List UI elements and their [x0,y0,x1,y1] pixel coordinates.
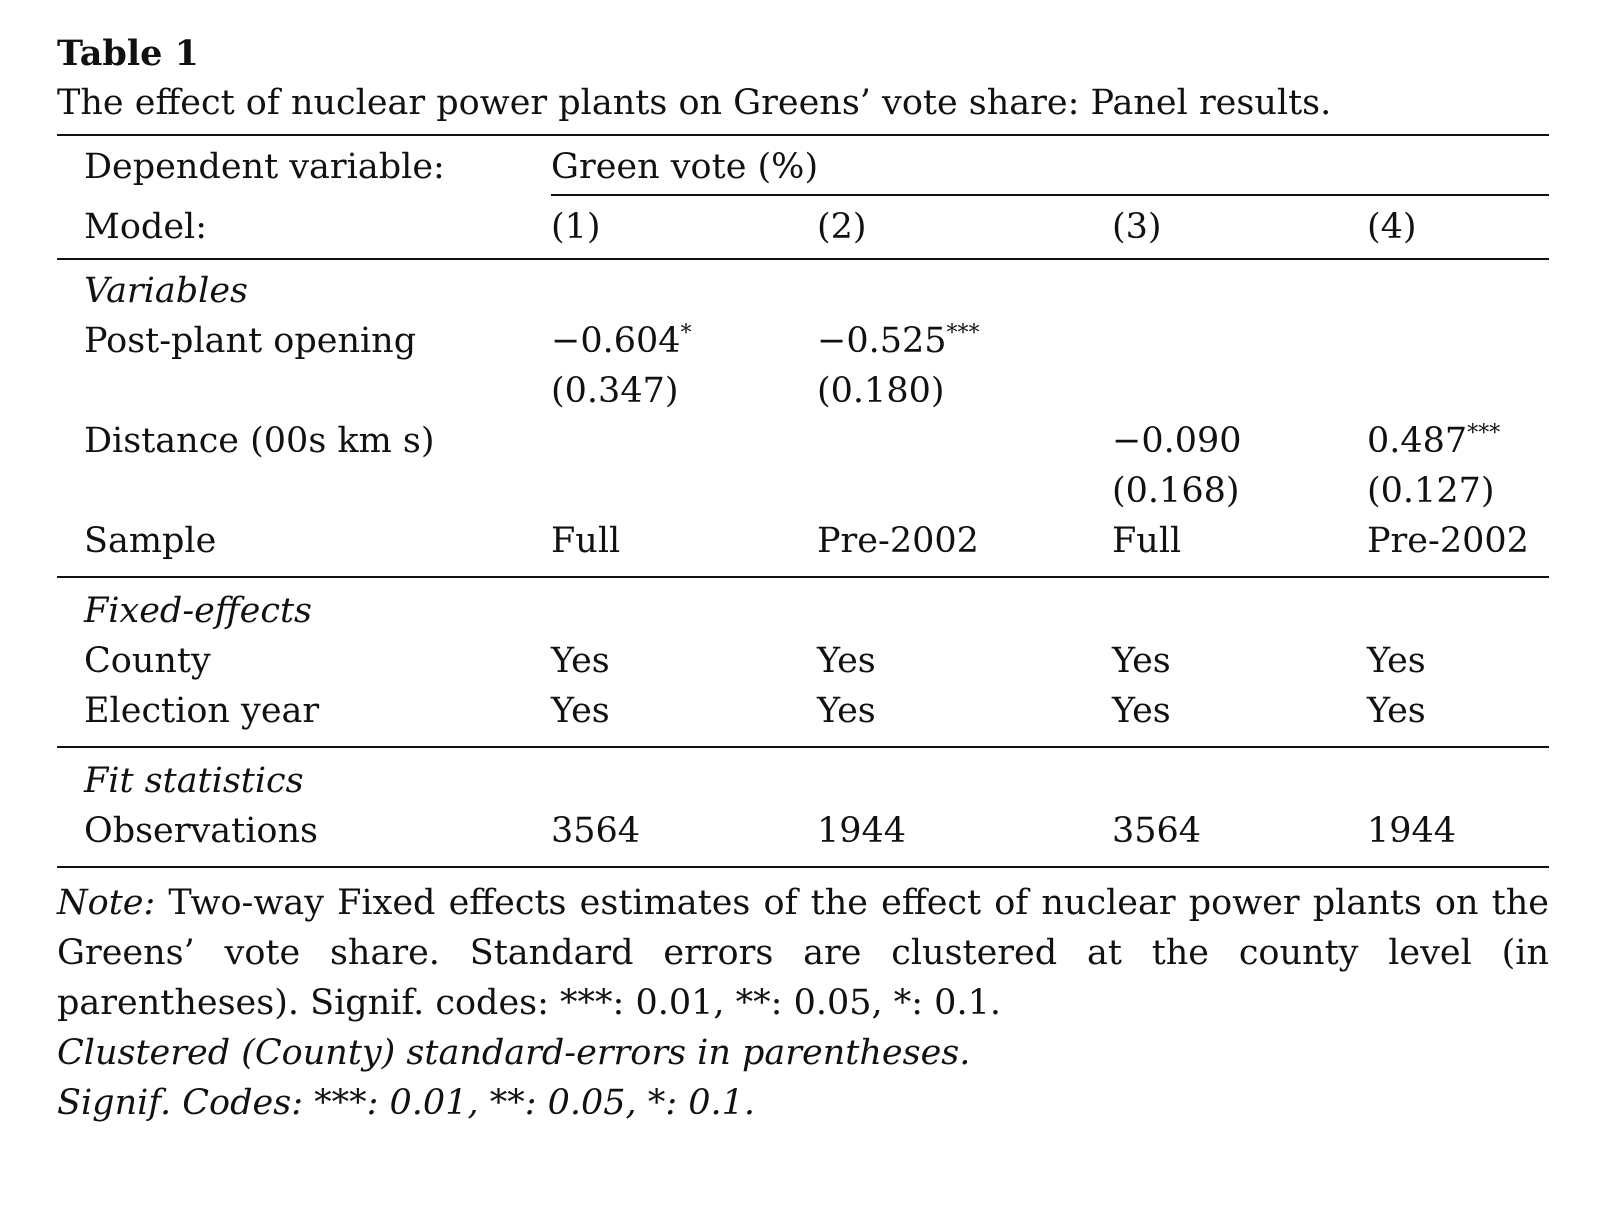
bottom-rule [57,866,1549,868]
sample-label: Sample [84,521,217,561]
fixed-effects-section-heading [57,586,1549,636]
election-year-value-4: Yes [1367,691,1426,731]
distance-se-row [57,466,1549,516]
signif-note: Signif. Codes: ***: 0.01, **: 0.05, *: 0.1. [57,1083,756,1123]
header-rule [57,258,1549,260]
fit-statistics-heading: Fit statistics [84,761,304,801]
variables-heading: Variables [84,271,248,311]
model-1-header: (1) [551,207,601,247]
observations-value-1: 3564 [551,811,641,851]
note-text: Two-way Fixed effects estimates of the effect of nuclear power plants on the Greens’ vote share. Standard errors are clustered at the county level (in parentheses). Signif. codes: ***: 0.01, **: 0.05, *: 0.1. [57,883,1549,1023]
note-label: Note: [57,883,156,923]
county-label: County [84,641,211,681]
variables-rule [57,576,1549,578]
model-row [57,202,1549,254]
dependent-variable-row [57,142,1549,194]
sample-value-4: Pre-2002 [1367,521,1529,561]
variables-section-heading [57,266,1549,316]
distance-se-4: (0.127) [1367,471,1495,511]
sample-value-2: Pre-2002 [817,521,979,561]
model-2-header: (2) [817,207,867,247]
post-plant-se-2: (0.180) [817,371,945,411]
election-year-value-3: Yes [1112,691,1171,731]
county-value-3: Yes [1112,641,1171,681]
distance-se-3: (0.168) [1112,471,1240,511]
distance-coef-row [57,416,1549,466]
distance-coef-3: −0.090 [1112,421,1242,461]
election-year-value-2: Yes [817,691,876,731]
county-value-2: Yes [817,641,876,681]
model-4-header: (4) [1367,207,1417,247]
observations-value-2: 1944 [817,811,907,851]
sample-row [57,516,1549,566]
post-plant-se-row [57,366,1549,416]
sample-value-1: Full [551,521,621,561]
observations-row [57,806,1549,856]
table-label: Table 1 [57,33,199,74]
model-3-header: (3) [1112,207,1162,247]
table-note [57,878,1549,1028]
post-plant-coef-1: −0.604* [551,321,692,361]
observations-label: Observations [84,811,318,851]
fixed-effects-heading: Fixed-effects [84,591,313,631]
election-year-row [57,686,1549,736]
post-plant-label: Post-plant opening [84,321,417,361]
distance-coef-4: 0.487*** [1367,421,1501,461]
dependent-variable-underline [551,194,1549,196]
county-value-4: Yes [1367,641,1426,681]
county-row [57,636,1549,686]
model-label: Model: [84,207,208,247]
observations-value-3: 3564 [1112,811,1202,851]
fit-statistics-section-heading [57,756,1549,806]
election-year-value-1: Yes [551,691,610,731]
top-rule [57,134,1549,136]
dependent-variable-label: Dependent variable: [84,147,445,187]
table-figure [57,30,1549,1128]
post-plant-se-1: (0.347) [551,371,679,411]
fixed-effects-rule [57,746,1549,748]
sample-value-3: Full [1112,521,1182,561]
election-year-label: Election year [84,691,320,731]
distance-label: Distance (00s km s) [84,421,435,461]
post-plant-coef-row [57,316,1549,366]
county-value-1: Yes [551,641,610,681]
dependent-variable-value: Green vote (%) [551,147,819,187]
clustered-note: Clustered (County) standard-errors in parentheses. [57,1033,971,1073]
observations-value-4: 1944 [1367,811,1457,851]
table-caption: The effect of nuclear power plants on Greens’ vote share: Panel results. [57,83,1332,123]
post-plant-coef-2: −0.525*** [817,321,980,361]
